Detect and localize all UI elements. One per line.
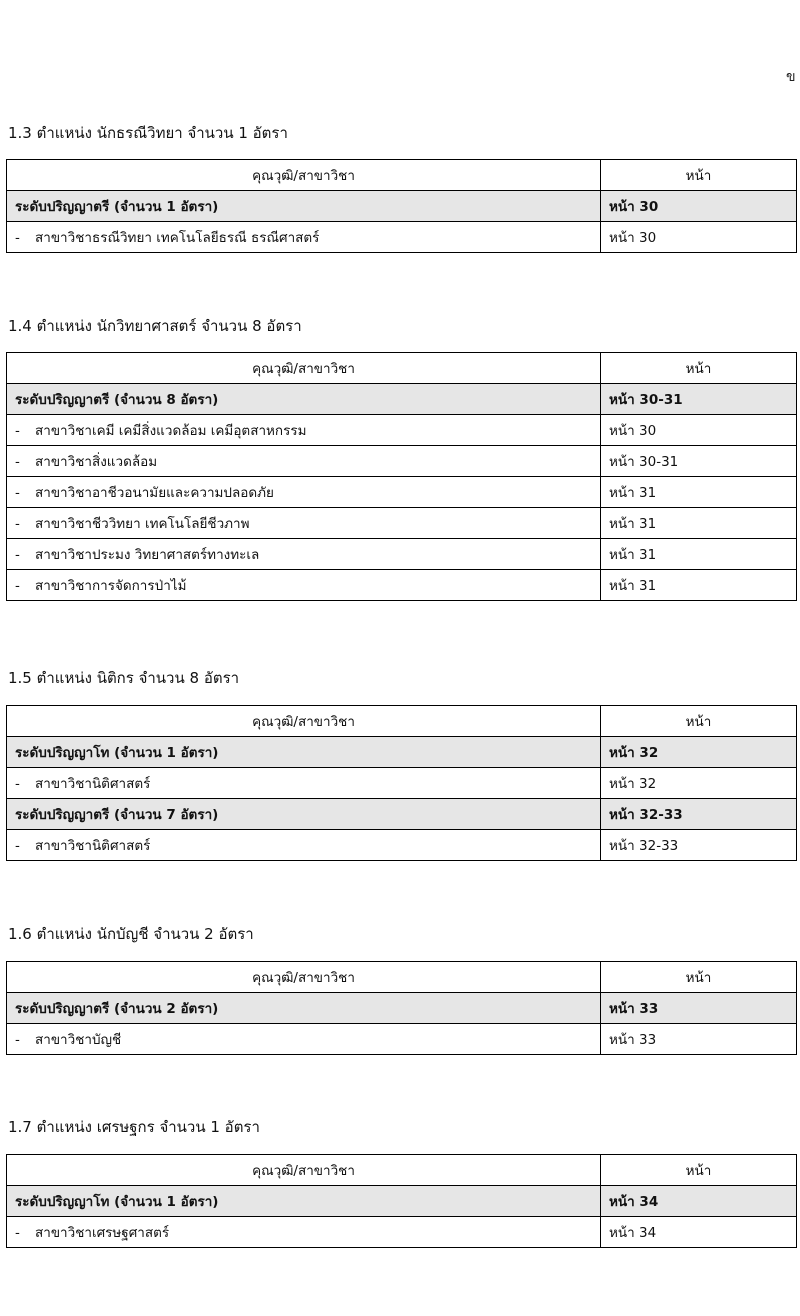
page-reference: หน้า 31 [601,477,797,508]
subject-row [7,539,797,570]
header-page: หน้า [601,962,797,993]
dash-bullet: - [15,1032,20,1048]
subject-cell [7,1217,601,1248]
subject-row [7,768,797,799]
header-page: หน้า [601,353,797,384]
subject-row [7,222,797,253]
table-header-row [7,1155,797,1186]
degree-level-row [7,191,797,222]
qualification-table [6,961,797,1055]
header-qualification: คุณวุฒิ/สาขาวิชา [7,962,601,993]
subject-label: สาขาวิชาธรณีวิทยา เทคโนโลยีธรณี ธรณีศาสตร์ [35,230,320,246]
section-title: 1.7 ตำแหน่ง เศรษฐกร จำนวน 1 อัตรา [8,1118,260,1136]
dash-bullet: - [15,423,20,439]
subject-label: สาขาวิชานิติศาสตร์ [35,776,151,792]
dash-bullet: - [15,838,20,854]
header-qualification: คุณวุฒิ/สาขาวิชา [7,160,601,191]
dash-bullet: - [15,454,20,470]
dash-bullet: - [15,230,20,246]
subject-row [7,1024,797,1055]
dash-bullet: - [15,485,20,501]
degree-level-label: ระดับปริญญาโท (จำนวน 1 อัตรา) [7,737,601,768]
page-reference: หน้า 32 [601,768,797,799]
degree-level-row [7,799,797,830]
section-title: 1.5 ตำแหน่ง นิติกร จำนวน 8 อัตรา [8,669,240,687]
qualification-table [6,1154,797,1248]
subject-label: สาขาวิชาประมง วิทยาศาสตร์ทางทะเล [35,547,260,563]
subject-label: สาขาวิชาชีววิทยา เทคโนโลยีชีวภาพ [35,516,250,532]
page-reference: หน้า 30-31 [601,384,797,415]
page-reference: หน้า 33 [601,993,797,1024]
page-reference: หน้า 32-33 [601,830,797,861]
degree-level-label: ระดับปริญญาตรี (จำนวน 1 อัตรา) [7,191,601,222]
table-header-row [7,962,797,993]
subject-cell [7,446,601,477]
page-reference: หน้า 33 [601,1024,797,1055]
page-reference: หน้า 34 [601,1186,797,1217]
page-marker: ข [786,69,796,85]
subject-cell [7,539,601,570]
subject-label: สาขาวิชาอาชีวอนามัยและความปลอดภัย [35,485,274,501]
subject-cell [7,222,601,253]
section-title: 1.3 ตำแหน่ง นักธรณีวิทยา จำนวน 1 อัตรา [8,124,288,142]
page-reference: หน้า 32-33 [601,799,797,830]
qualification-table [6,159,797,253]
page-reference: หน้า 31 [601,508,797,539]
page-reference: หน้า 31 [601,570,797,601]
subject-label: สาขาวิชาสิ่งแวดล้อม [35,454,158,470]
subject-cell [7,477,601,508]
subject-row [7,415,797,446]
subject-cell [7,415,601,446]
dash-bullet: - [15,578,20,594]
section-title: 1.6 ตำแหน่ง นักบัญชี จำนวน 2 อัตรา [8,925,254,943]
header-qualification: คุณวุฒิ/สาขาวิชา [7,706,601,737]
header-page: หน้า [601,160,797,191]
subject-row [7,508,797,539]
degree-level-row [7,384,797,415]
subject-cell [7,768,601,799]
subject-cell [7,1024,601,1055]
header-page: หน้า [601,1155,797,1186]
table-header-row [7,160,797,191]
subject-row [7,570,797,601]
qualification-table [6,705,797,861]
degree-level-label: ระดับปริญญาตรี (จำนวน 8 อัตรา) [7,384,601,415]
degree-level-label: ระดับปริญญาโท (จำนวน 1 อัตรา) [7,1186,601,1217]
header-page: หน้า [601,706,797,737]
dash-bullet: - [15,547,20,563]
dash-bullet: - [15,776,20,792]
subject-label: สาขาวิชาบัญชี [35,1032,122,1048]
subject-cell [7,830,601,861]
subject-cell [7,508,601,539]
header-qualification: คุณวุฒิ/สาขาวิชา [7,353,601,384]
subject-label: สาขาวิชาการจัดการป่าไม้ [35,578,187,594]
qualification-table [6,352,797,601]
page-reference: หน้า 30-31 [601,446,797,477]
degree-level-label: ระดับปริญญาตรี (จำนวน 2 อัตรา) [7,993,601,1024]
section-title: 1.4 ตำแหน่ง นักวิทยาศาสตร์ จำนวน 8 อัตรา [8,317,302,335]
page-reference: หน้า 31 [601,539,797,570]
page-reference: หน้า 30 [601,191,797,222]
degree-level-row [7,737,797,768]
subject-row [7,477,797,508]
degree-level-row [7,1186,797,1217]
page-reference: หน้า 34 [601,1217,797,1248]
subject-row [7,446,797,477]
dash-bullet: - [15,516,20,532]
header-qualification: คุณวุฒิ/สาขาวิชา [7,1155,601,1186]
subject-row [7,1217,797,1248]
subject-row [7,830,797,861]
table-header-row [7,353,797,384]
subject-cell [7,570,601,601]
page-reference: หน้า 32 [601,737,797,768]
table-header-row [7,706,797,737]
subject-label: สาขาวิชานิติศาสตร์ [35,838,151,854]
dash-bullet: - [15,1225,20,1241]
page-reference: หน้า 30 [601,222,797,253]
subject-label: สาขาวิชาเศรษฐศาสตร์ [35,1225,170,1241]
subject-label: สาขาวิชาเคมี เคมีสิ่งแวดล้อม เคมีอุตสาหกรรม [35,423,307,439]
page-reference: หน้า 30 [601,415,797,446]
degree-level-row [7,993,797,1024]
degree-level-label: ระดับปริญญาตรี (จำนวน 7 อัตรา) [7,799,601,830]
